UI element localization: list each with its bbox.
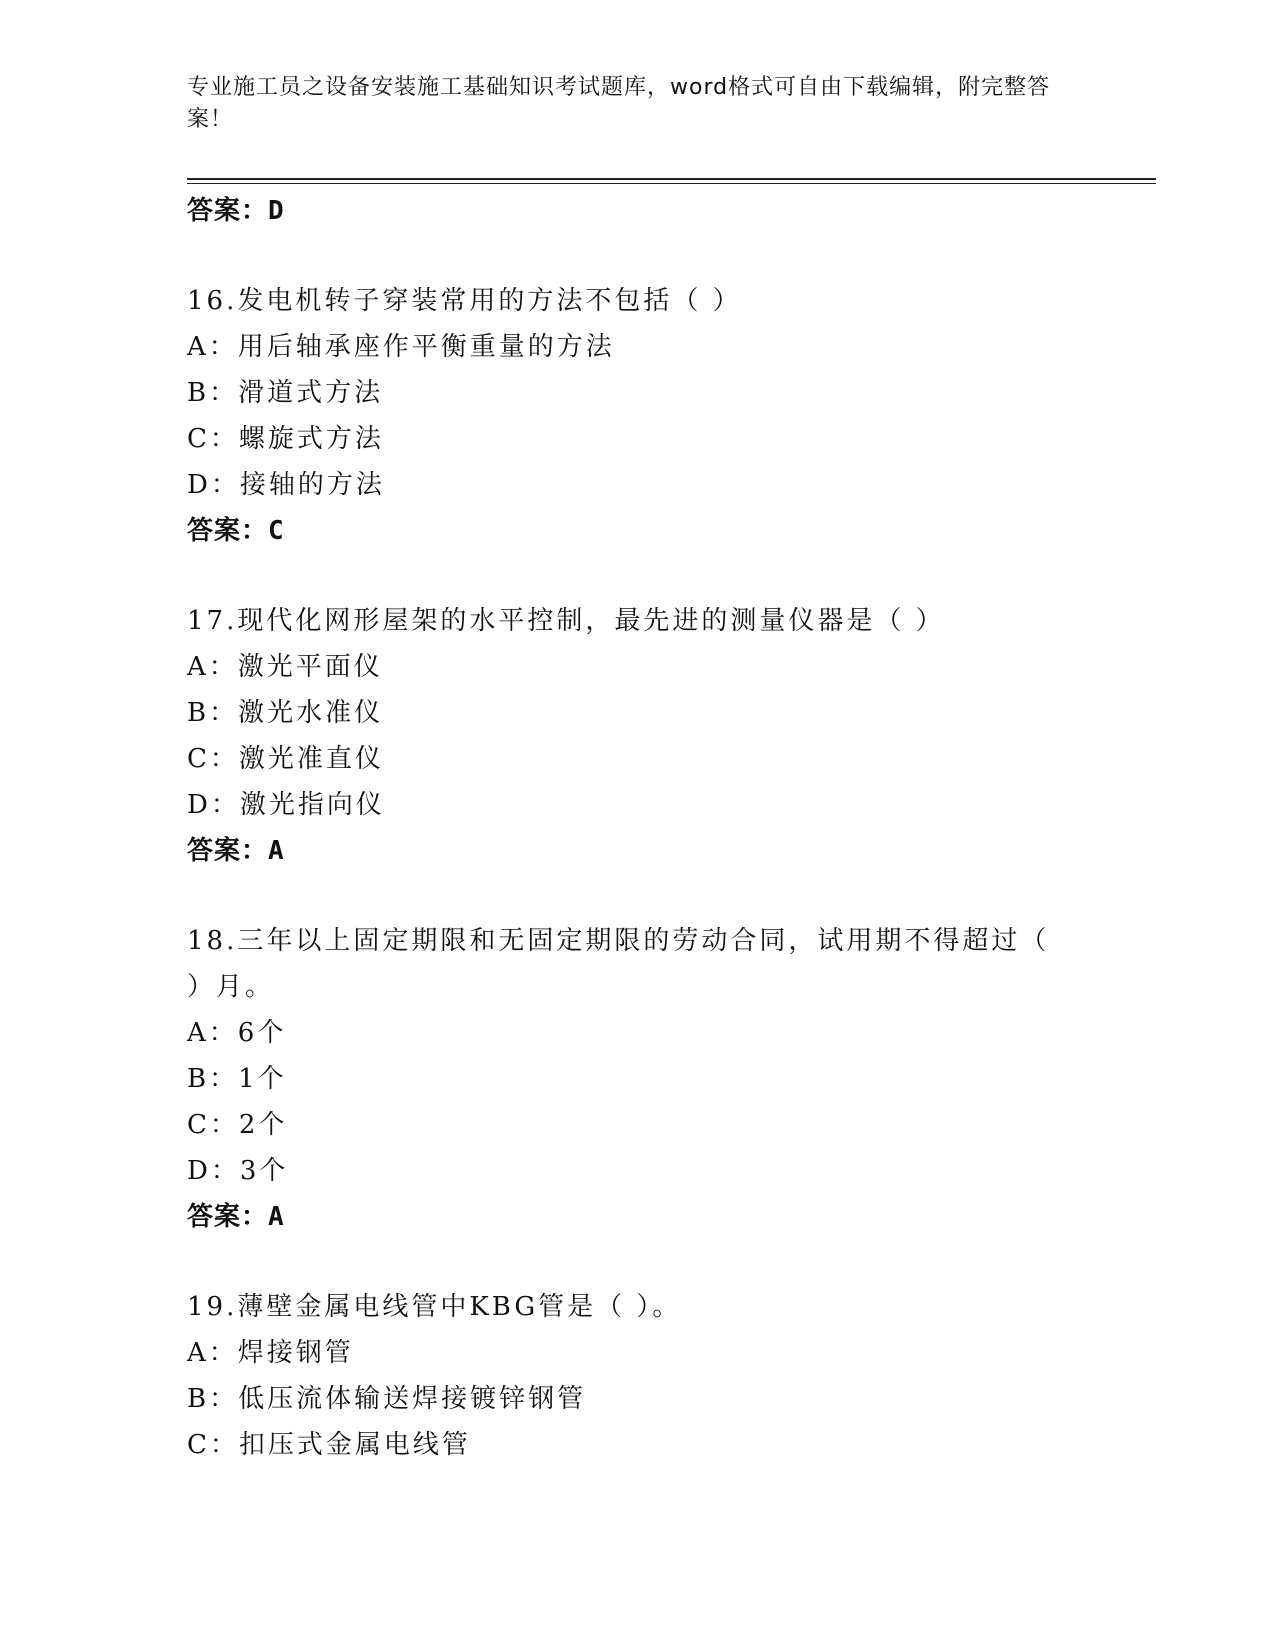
option-d: D：激光指向仪 bbox=[187, 790, 385, 820]
option-b: B：1个 bbox=[187, 1064, 287, 1094]
option-c: C：2个 bbox=[187, 1110, 288, 1140]
header-divider-thick bbox=[187, 178, 1156, 180]
question-18 bbox=[187, 918, 1067, 1240]
option-d: D：3个 bbox=[187, 1156, 289, 1186]
option-b: B：滑道式方法 bbox=[187, 378, 384, 408]
option-c: C：螺旋式方法 bbox=[187, 424, 384, 454]
answer-line: 答案：D bbox=[187, 196, 285, 226]
answer-line: 答案：A bbox=[187, 1202, 285, 1232]
option-a: A：焊接钢管 bbox=[187, 1338, 354, 1368]
option-b: B：低压流体输送焊接镀锌钢管 bbox=[187, 1384, 587, 1414]
question-19 bbox=[187, 1284, 1067, 1468]
option-a: A：6个 bbox=[187, 1018, 287, 1048]
question-text: 17.现代化网形屋架的水平控制，最先进的测量仪器是（ ） bbox=[187, 606, 945, 636]
document-body bbox=[187, 188, 1067, 1468]
question-text: 16.发电机转子穿装常用的方法不包括（ ） bbox=[187, 286, 742, 316]
option-a: A：激光平面仪 bbox=[187, 652, 383, 682]
option-a: A：用后轴承座作平衡重量的方法 bbox=[187, 332, 615, 362]
question-17 bbox=[187, 598, 1067, 874]
question-text: 19.薄壁金属电线管中KBG管是（ ）。 bbox=[187, 1292, 682, 1322]
question-16 bbox=[187, 278, 1067, 554]
option-c: C：扣压式金属电线管 bbox=[187, 1430, 471, 1460]
answer-line: 答案：A bbox=[187, 836, 285, 866]
option-d: D：接轴的方法 bbox=[187, 470, 385, 500]
document-header: 专业施工员之设备安装施工基础知识考试题库，word格式可自由下载编辑，附完整答案！ bbox=[187, 75, 1051, 132]
question-text: 18.三年以上固定期限和无固定期限的劳动合同，试用期不得超过（ ）月。 bbox=[187, 926, 1050, 1002]
option-c: C：激光准直仪 bbox=[187, 744, 384, 774]
answer-line: 答案：C bbox=[187, 516, 285, 546]
header-divider-thin bbox=[187, 183, 1156, 184]
option-b: B：激光水准仪 bbox=[187, 698, 384, 728]
